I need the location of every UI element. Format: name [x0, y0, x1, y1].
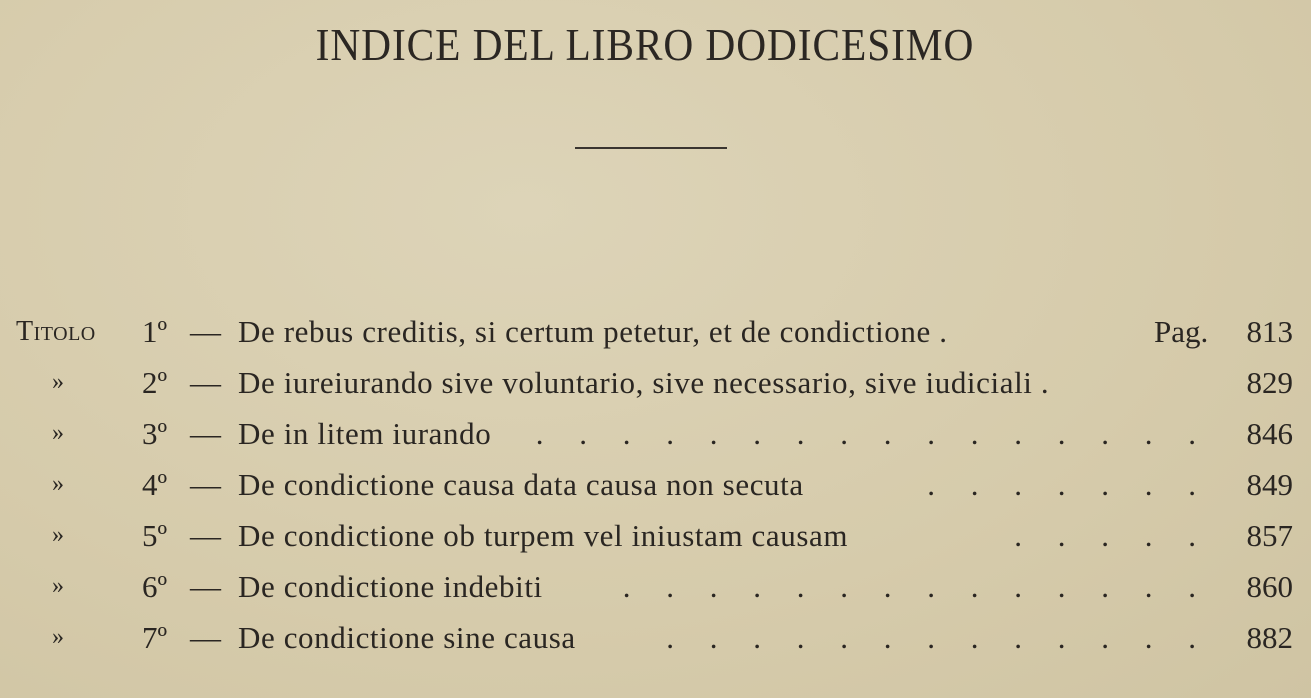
toc-entry-label: »: [52, 471, 65, 497]
toc-entry-number: 6º: [142, 569, 168, 604]
toc-entry-1: [0, 304, 1311, 355]
toc-dot-leader: . . . . . . . . . . . . . . . .: [535, 416, 1210, 451]
toc-entry-page: 846: [1246, 416, 1293, 451]
toc-dot-leader: . . . . . . .: [927, 467, 1210, 502]
table-of-contents: [0, 304, 1311, 661]
toc-entry-label: »: [52, 522, 65, 548]
toc-entry-2: [0, 355, 1311, 406]
toc-entry-dash: —: [190, 416, 221, 451]
toc-entry-page: 860: [1246, 569, 1293, 604]
toc-entry-4: [0, 457, 1311, 508]
toc-entry-number: 1º: [142, 314, 168, 349]
toc-entry-label: »: [52, 573, 65, 599]
toc-entry-title: De iureiurando sive voluntario, sive necessario, sive iudiciali .: [238, 365, 1050, 400]
toc-entry-page: 829: [1246, 365, 1293, 400]
toc-dot-leader: . . . . . . . . . . . . .: [666, 620, 1210, 655]
toc-entry-title: De condictione ob turpem vel iniustam causam: [238, 518, 849, 553]
toc-entry-page: 813: [1246, 314, 1293, 349]
toc-entry-page: 849: [1246, 467, 1293, 502]
toc-entry-number: 4º: [142, 467, 168, 502]
toc-entry-6: [0, 559, 1311, 610]
toc-entry-dash: —: [190, 620, 221, 655]
toc-entry-title: De in litem iurando: [238, 416, 492, 451]
toc-entry-5: [0, 508, 1311, 559]
toc-entry-3: [0, 406, 1311, 457]
toc-entry-title: De condictione causa data causa non secuta: [238, 467, 804, 502]
toc-entry-dash: —: [190, 467, 221, 502]
toc-entry-number: 2º: [142, 365, 168, 400]
toc-entry-title: De rebus creditis, si certum petetur, et de condictione .: [238, 314, 948, 349]
title-divider: [575, 147, 727, 149]
page-abbreviation: Pag.: [1154, 314, 1209, 349]
toc-entry-number: 3º: [142, 416, 168, 451]
toc-entry-number: 5º: [142, 518, 168, 553]
toc-entry-dash: —: [190, 569, 221, 604]
toc-entry-dash: —: [190, 365, 221, 400]
toc-entry-label: »: [52, 624, 65, 650]
toc-entry-number: 7º: [142, 620, 168, 655]
toc-entry-dash: —: [190, 314, 221, 349]
toc-entry-label: »: [52, 369, 65, 395]
toc-dot-leader: . . . . .: [1014, 518, 1210, 553]
toc-entry-dash: —: [190, 518, 221, 553]
toc-dot-leader: . . . . . . . . . . . . . .: [622, 569, 1210, 604]
toc-entry-label: Titolo: [16, 316, 96, 347]
page-title: INDICE DEL LIBRO DODICESIMO: [315, 19, 975, 70]
toc-entry-7: [0, 610, 1311, 661]
toc-entry-page: 857: [1246, 518, 1293, 553]
toc-entry-title: De condictione indebiti: [238, 569, 543, 604]
toc-entry-label: »: [52, 420, 65, 446]
toc-entry-title: De condictione sine causa: [238, 620, 576, 655]
toc-entry-page: 882: [1246, 620, 1293, 655]
